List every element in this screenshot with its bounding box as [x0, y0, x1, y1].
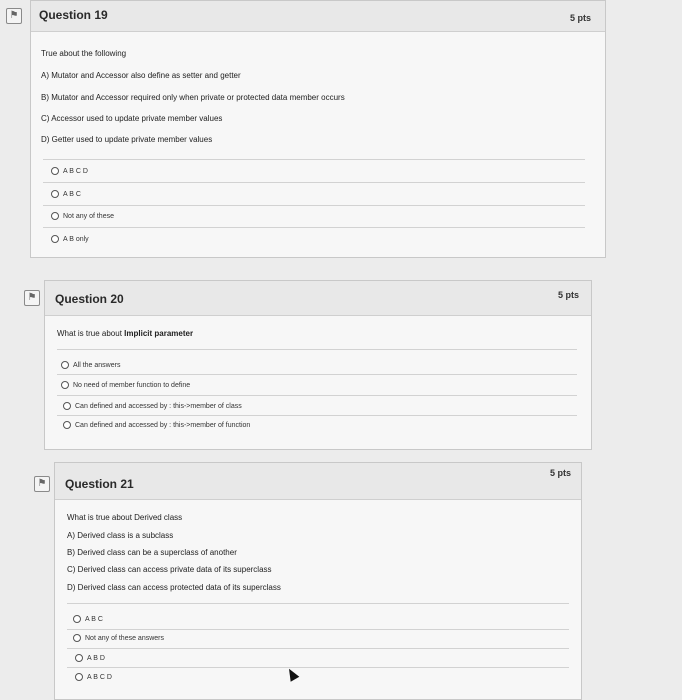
- divider: [43, 182, 585, 183]
- question-20-card: [44, 280, 592, 450]
- question-19-points: 5 pts: [569, 13, 591, 23]
- radio-icon[interactable]: [51, 190, 59, 198]
- question-21-option-1[interactable]: A B C: [73, 615, 103, 623]
- radio-icon[interactable]: [61, 361, 69, 369]
- divider: [67, 629, 569, 630]
- question-21-statement-b: B) Derived class can be a superclass of another: [67, 548, 237, 557]
- question-21-statement-a: A) Derived class is a subclass: [67, 531, 174, 540]
- radio-icon[interactable]: [51, 235, 59, 243]
- question-20-option-2[interactable]: No need of member function to define: [61, 381, 190, 389]
- question-21-option-4[interactable]: A B C D: [75, 673, 112, 681]
- question-21-card: [54, 462, 582, 700]
- radio-icon[interactable]: [51, 167, 59, 175]
- divider: [57, 349, 577, 350]
- question-21-title: Question 21: [65, 477, 134, 491]
- divider: [43, 159, 585, 160]
- divider: [57, 395, 577, 396]
- divider: [67, 603, 569, 604]
- radio-icon[interactable]: [63, 421, 71, 429]
- flag-question-21-icon[interactable]: ⚑: [34, 476, 50, 492]
- question-20-prompt: What is true about Implicit parameter: [57, 329, 194, 338]
- question-21-points: 5 pts: [549, 468, 571, 478]
- radio-icon[interactable]: [75, 654, 83, 662]
- question-20-header: [45, 281, 591, 316]
- divider: [43, 227, 585, 228]
- divider: [67, 648, 569, 649]
- divider: [57, 374, 577, 375]
- flag-question-19-icon[interactable]: ⚑: [6, 8, 22, 24]
- question-19-option-4[interactable]: A B only: [51, 235, 89, 243]
- question-19-prompt: True about the following: [41, 49, 127, 58]
- question-20-option-1[interactable]: All the answers: [61, 361, 120, 369]
- question-19-option-3[interactable]: Not any of these: [51, 212, 114, 220]
- flag-question-20-icon[interactable]: ⚑: [24, 290, 40, 306]
- divider: [57, 415, 577, 416]
- question-19-statement-a: A) Mutator and Accessor also define as setter and getter: [41, 71, 241, 80]
- question-19-statement-c: C) Accessor used to update private member values: [41, 114, 223, 123]
- question-19-card: [30, 0, 606, 258]
- question-19-statement-b: B) Mutator and Accessor required only when private or protected data member occurs: [41, 93, 345, 102]
- divider: [67, 667, 569, 668]
- question-21-prompt: What is true about Derived class: [67, 513, 183, 522]
- radio-icon[interactable]: [63, 402, 71, 410]
- radio-icon[interactable]: [75, 673, 83, 681]
- question-19-statement-d: D) Getter used to update private member values: [41, 135, 213, 144]
- question-20-option-4[interactable]: Can defined and accessed by : this->member of function: [63, 421, 250, 429]
- question-20-option-3[interactable]: Can defined and accessed by : this->member of class: [63, 402, 242, 410]
- question-21-option-3[interactable]: A B D: [75, 654, 105, 662]
- divider: [43, 205, 585, 206]
- question-19-option-2[interactable]: A B C: [51, 190, 81, 198]
- radio-icon[interactable]: [61, 381, 69, 389]
- question-21-statement-c: C) Derived class can access private data of its superclass: [67, 565, 272, 574]
- question-19-header: [31, 1, 605, 32]
- question-21-header: [55, 463, 581, 500]
- question-20-points: 5 pts: [557, 290, 579, 300]
- question-19-option-1[interactable]: A B C D: [51, 167, 88, 175]
- question-21-option-2[interactable]: Not any of these answers: [73, 634, 164, 642]
- radio-icon[interactable]: [73, 634, 81, 642]
- question-21-statement-d: D) Derived class can access protected data of its superclass: [67, 583, 281, 592]
- radio-icon[interactable]: [73, 615, 81, 623]
- radio-icon[interactable]: [51, 212, 59, 220]
- question-20-title: Question 20: [55, 292, 124, 306]
- question-19-title: Question 19: [39, 8, 108, 22]
